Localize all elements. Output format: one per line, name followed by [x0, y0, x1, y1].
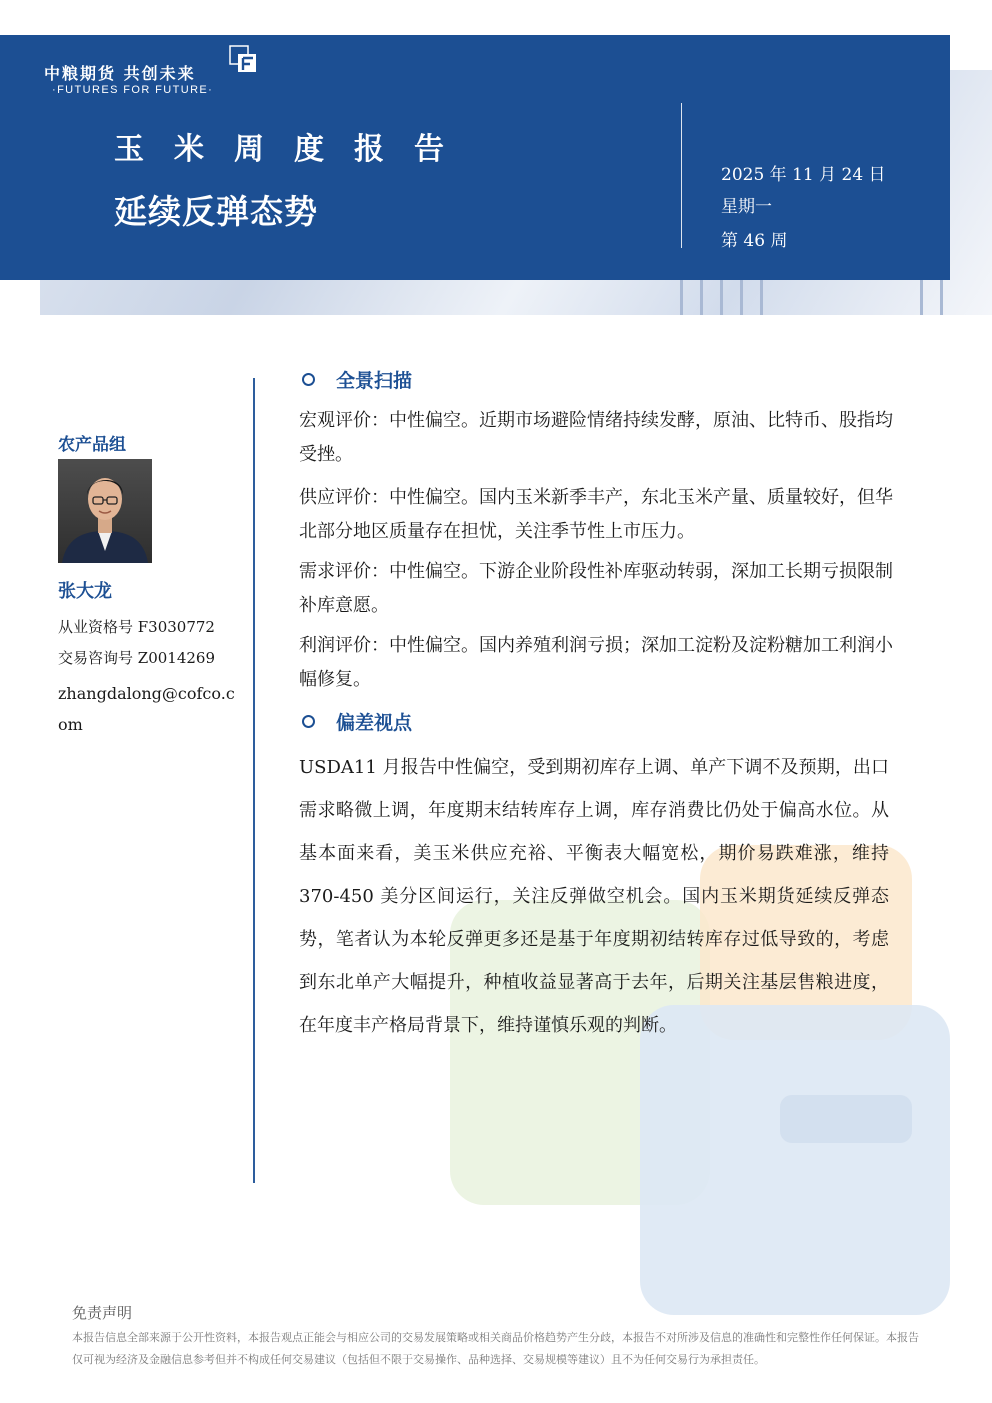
disclaimer-title: 免责声明	[72, 1304, 133, 1322]
brand-logo-text: 中粮期货 共创未来	[44, 64, 196, 83]
brand-logo-icon	[228, 44, 258, 74]
author-consult-number: 交易咨询号 Z0014269	[58, 649, 215, 667]
deviation-text: USDA11 月报告中性偏空，受到期初库存上调、单产下调不及预期，出口需求略微上调，年度期末结转库存上调，库存消费比仍处于偏高水位。从基本面来看，美玉米供应充裕、平衡表大幅宽松，期价易跌难涨，维持 370-450 美分区间运行，关注反弹做空机会。国内玉米期货延续反弹态势，笔者认为本轮反弹更多还是基于年度期初结转库存过低导致的，考虑到东北单产大幅提升，种植收益显著高于去年，后期关注基层售粮进度，在年度丰产格局背景下，维持谨慎乐观的判断。	[299, 757, 889, 1036]
author-avatar	[58, 459, 152, 563]
overview-supply: 供应评价：中性偏空。国内玉米新季丰产，东北玉米产量、质量较好，但华北部分地区质量存在担忧，关注季节性上市压力。	[299, 487, 893, 542]
author-name: 张大龙	[58, 581, 112, 602]
report-week-number: 第 46 周	[721, 231, 788, 251]
bullet-icon	[302, 715, 315, 728]
section-title: 全景扫描	[336, 370, 413, 392]
overview-profit: 利润评价：中性偏空。国内养殖利润亏损；深加工淀粉及淀粉糖加工利润小幅修复。	[299, 635, 893, 690]
author-email[interactable]: zhangdalong@cofco.com	[58, 684, 235, 734]
report-weekday: 星期一	[721, 197, 772, 217]
avatar-portrait-icon	[58, 459, 152, 563]
section-deviation-heading	[302, 708, 412, 735]
column-divider	[253, 378, 255, 1183]
author-qualification: 从业资格号 F3030772	[58, 618, 215, 636]
section-title: 偏差视点	[336, 712, 413, 734]
header-divider	[681, 103, 682, 248]
overview-macro: 宏观评价：中性偏空。近期市场避险情绪持续发酵，原油、比特币、股指均受挫。	[299, 410, 893, 465]
report-title: 玉米周度报告	[114, 132, 474, 167]
report-date: 2025 年 11 月 24 日	[721, 165, 886, 185]
decor-blue-block	[640, 1005, 950, 1315]
section-overview-heading	[302, 366, 412, 393]
brand-slogan: ·FUTURES FOR FUTURE·	[52, 84, 214, 96]
decor-blue-bar	[780, 1095, 912, 1143]
overview-demand: 需求评价：中性偏空。下游企业阶段性补库驱动转弱，深加工长期亏损限制补库意愿。	[299, 561, 893, 616]
report-subtitle: 延续反弹态势	[114, 192, 318, 231]
bullet-icon	[302, 373, 315, 386]
author-group: 农产品组	[58, 435, 126, 455]
disclaimer-text: 本报告信息全部来源于公开性资料，本报告观点正能会与相应公司的交易发展策略或相关商品价格趋势产生分歧，本报告不对所涉及信息的准确性和完整性作任何保证。本报告仅可视为经济及金融信息参考但并不构成任何交易建议（包括但不限于交易操作、品种选择、交易规模等建议）且不为任何交易行为承担责任。	[72, 1331, 919, 1366]
